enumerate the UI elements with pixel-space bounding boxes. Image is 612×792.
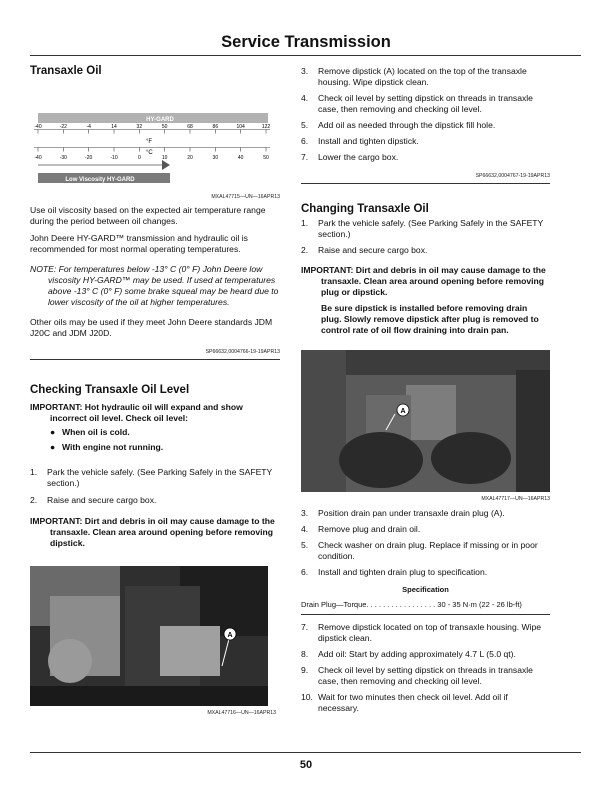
bullet-item: ● With engine not running. (50, 442, 164, 452)
figure-ref-1: MXAL47715—UN—16APR13 (211, 194, 280, 200)
celsius-tick-label: 40 (237, 155, 244, 161)
section-rule-2 (301, 183, 550, 184)
title-rule (30, 55, 581, 56)
list-item: 8. Add oil: Start by adding approximately 4.7 L (5.0 qt). (301, 649, 516, 659)
list-item: 10. Wait for two minutes then check oil level. Add oil if necessary. (301, 692, 508, 713)
celsius-unit: °C (146, 150, 153, 156)
fahrenheit-ticks (34, 124, 270, 134)
fahrenheit-tick-label: 68 (187, 124, 193, 130)
oil-paragraph-2: John Deere HY-GARD™ transmission and hydraulic oil is recommended for most normal operating temperatures. (30, 233, 248, 254)
list-item: 6. Install and tighten dipstick. (301, 136, 419, 146)
viscosity-chart (30, 101, 280, 196)
celsius-tick-label: -30 (59, 155, 67, 161)
celsius-tick-label: 10 (161, 155, 168, 161)
fahrenheit-tick-label: -40 (34, 124, 42, 130)
change-steps-c (301, 622, 550, 714)
change-important-1: IMPORTANT: Dirt and debris in oil may cause damage to the transaxle. Clean area around opening before removing plug or dipstick. (301, 265, 546, 297)
page-title: Service Transmission (221, 33, 391, 51)
check-steps-cont (301, 66, 550, 163)
fahrenheit-tick-label: 14 (111, 124, 117, 130)
list-item: 2. Raise and secure cargo box. (30, 495, 157, 505)
fahrenheit-tick-label: 32 (136, 124, 143, 130)
figure-ref-3: MXAL47717—UN—16APR13 (481, 496, 550, 502)
spec-heading: Specification (402, 585, 449, 594)
list-item: 4. Check oil level by setting dipstick on threads in transaxle case, then removing and checking oil level. (301, 93, 533, 114)
list-item: 3. Remove dipstick (A) located on the top of the transaxle housing. Wipe dipstick clean. (301, 66, 527, 87)
fahrenheit-tick-label: -4 (86, 124, 91, 130)
list-item: 1. Park the vehicle safely. (See Parking Safely in the SAFETY section.) (30, 467, 273, 488)
dipstick-photo (30, 566, 268, 706)
list-item: 9. Check oil level by setting dipstick on threads in transaxle case, then removing and checking oil level. (301, 665, 533, 686)
celsius-tick-label: 20 (187, 155, 193, 161)
callout-a: A (400, 408, 406, 415)
celsius-tick-label: 30 (212, 155, 219, 161)
list-item: 7. Lower the cargo box. (301, 152, 399, 162)
list-item: 1. Park the vehicle safely. (See Parking Safely in the SAFETY section.) (301, 218, 544, 239)
left-column (30, 60, 280, 719)
section-rule-1 (30, 359, 280, 360)
celsius-tick-label: -10 (110, 155, 118, 161)
celsius-tick-label: 50 (263, 155, 269, 161)
celsius-tick-label: -20 (85, 155, 93, 161)
spec-row: Drain Plug—Torque. . . . . . . . . . . . . . . . . 30 - 35 N·m (22 - 26 lb-ft) (301, 600, 522, 609)
check-bullets (30, 427, 280, 453)
fahrenheit-tick-label: -22 (59, 124, 67, 130)
check-important-2: IMPORTANT: Dirt and debris in oil may cause damage to the transaxle. Clean area around opening before removing dipstick. (30, 516, 275, 548)
fahrenheit-tick-label: 50 (161, 124, 168, 130)
oil-paragraph-1: Use oil viscosity based on the expected air temperature range during the period between oil changes. (30, 205, 266, 226)
checking-oil-heading: Checking Transaxle Oil Level (30, 384, 190, 396)
fahrenheit-tick-label: 86 (212, 124, 219, 130)
change-steps-a (301, 218, 550, 256)
section-ref-2: SP66632,0004767-19-19APR13 (475, 173, 550, 179)
check-steps (30, 467, 280, 506)
list-item: 5. Add oil as needed through the dipstick fill hole. (301, 120, 496, 130)
celsius-tick-label: 0 (137, 155, 141, 161)
section-ref-1: SP66632,0004766-19-19APR13 (205, 349, 280, 355)
change-important-2: Be sure dipstick is installed before removing drain plug. Slowly remove dipstick after plug is removed to control rate of oil flow draining into drain pan. (321, 303, 539, 335)
list-item: 4. Remove plug and drain oil. (301, 524, 421, 534)
page-number: 50 (299, 759, 313, 771)
list-item: 7. Remove dipstick located on top of transaxle housing. Wipe dipstick clean. (301, 622, 542, 643)
footer-rule (30, 752, 581, 753)
list-item: 5. Check washer on drain plug. Replace if missing or in poor condition. (301, 540, 538, 561)
fahrenheit-tick-label: 122 (261, 124, 271, 130)
transaxle-oil-heading: Transaxle Oil (30, 65, 102, 77)
oil-note: NOTE: For temperatures below -13° C (0° F) John Deere low viscosity HY-GARD™ may be used. If used at temperatures above -13° C (0° F) some brake squeal may be heard due to lower viscosity of the oil at higher temperatures. (30, 264, 279, 307)
list-item: 2. Raise and secure cargo box. (301, 245, 428, 255)
low-viscosity-label: Low Viscosity HY-GARD (65, 177, 135, 183)
celsius-tick-label: -40 (34, 155, 42, 161)
right-column (301, 60, 550, 714)
hy-gard-label: HY-GARD (146, 117, 174, 123)
bullet-item: ● When oil is cold. (50, 427, 130, 437)
changing-oil-heading: Changing Transaxle Oil (301, 203, 429, 215)
callout-a: A (227, 632, 233, 639)
drain-plug-photo (301, 350, 550, 492)
oil-paragraph-3: Other oils may be used if they meet John Deere standards JDM J20C and JDM J20D. (30, 317, 273, 338)
list-item: 3. Position drain pan under transaxle drain plug (A). (301, 508, 505, 518)
change-steps-b (301, 508, 550, 578)
spec-rule (301, 614, 550, 615)
fahrenheit-unit: °F (146, 139, 153, 145)
fahrenheit-tick-label: 104 (236, 124, 245, 130)
figure-ref-2: MXAL47716—UN—16APR13 (207, 710, 276, 716)
check-important-1: IMPORTANT: Hot hydraulic oil will expand and show incorrect oil level. Check oil level: (30, 402, 243, 423)
list-item: 6. Install and tighten drain plug to specification. (301, 567, 488, 577)
